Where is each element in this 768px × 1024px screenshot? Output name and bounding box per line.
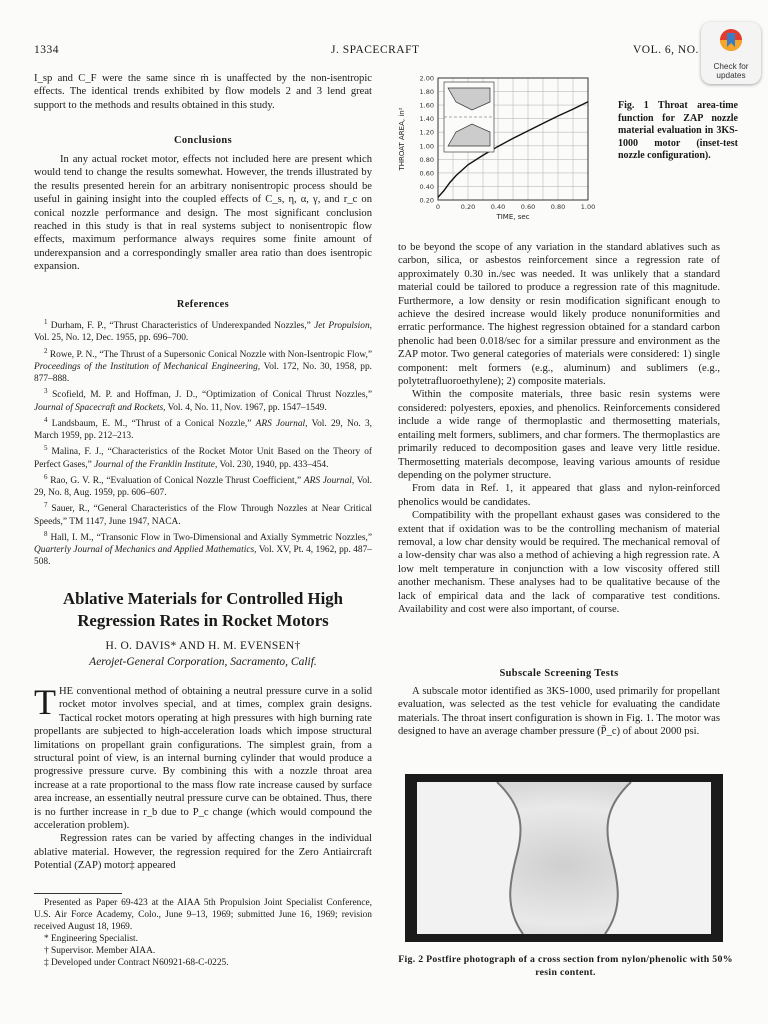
affiliation: Aerojet-General Corporation, Sacramento, Calif. [89,656,317,668]
footnote-item: † Supervisor. Member AIAA. [44,946,156,956]
reference-details: , Vol. 29, No. 8, Aug. 1959, pp. 606–607. [34,475,373,499]
reference-text: Rowe, P. N., “The Thrust of a Supersonic Conical Nozzle with Non-Isentropic Flow,” [49,349,373,360]
reference-details: , Vol. 172, No. 30, 1958, pp. 877–888. [34,361,372,385]
right-paragraph-1: to be beyond the scope of any variation in the standard ablatives such as carbon, silica, or asbestos reinforcement since a regression rate of approximately 0.30 in./sec was needed. It was unlikely that a standard material could be tailored to produce a regression rate of this magnitude. Furthermore, a low density or resin modification significant enough to achieve the desired increase would likely produce nonuniformities and erratic performance. The highest regression obtained for a standard carbon phenolic had been 0.018/sec for a similar pressure and environment as the ZAP motor. Two general categories of materials were considered: 1) single component: melt formers (e.g., aluminum) and sublimers (e.g., polytetrafluoroethylene); 2) composite materials. [398,242,720,388]
reference-source: ARS Journal [255,418,306,429]
y-tick-label: 1.80 [419,88,434,97]
reference-source: Journal of the Franklin Institute [94,459,215,470]
reference-source: Journal of Spacecraft and Rockets [34,402,164,413]
left-column-intro [34,72,372,112]
badge-label-line2: updates [716,71,746,80]
footnotes [34,897,372,969]
right-paragraph-5: A subscale motor identified as 3KS-1000, used primarily for propellant evaluation, was selected as the test vehicle for evaluating the candidate materials. The throat insert configuration is shown in Fig. 1. The motor was designed to have an average chamber pressure (P̄_c) of about 2000 psi. [398,686,720,738]
right-paragraph-2: Within the composite materials, three basic resin systems were considered: polyesters, epoxies, and phenolics. Reinforcements considered include a wide range of thermoplastic and thermosetting materials, entailing melt formers, sublimers, and char formers. The thermoplastics are primarily reduced to decomposition gases and leave very little residue. Thermosetting materials decompose, leaving various amounts of residue depending on the polymer structure. [398,389,720,481]
article-title [34,588,372,632]
reference-details: , Vol. 25, No. 12, Dec. 1955, pp. 696–700. [34,321,372,344]
reference-item [34,442,372,471]
reference-number: 6 [44,472,48,481]
bookmark-icon [718,27,744,57]
x-tick-label: 0.40 [490,203,506,211]
reference-source: Jet Propulsion [314,321,370,332]
nozzle-cross-section-image [405,774,723,942]
x-tick-label: 1.00 [580,203,596,211]
reference-source: Quarterly Journal of Mechanics and Applied Mathematics [34,545,255,556]
reference-item [34,385,372,414]
badge-label-line1: Check for [713,62,749,71]
reference-number: 2 [44,346,48,355]
figure-1-chart [392,72,610,230]
reference-source: ARS Journal [303,475,352,486]
reference-number: 8 [44,529,48,538]
reference-text: Malina, F. J., “Characteristics of the Rocket Motor Unit Based on the Theory of Perfect Gases,” [34,447,372,470]
y-tick-label: 1.00 [419,142,434,151]
y-tick-label: 1.40 [419,115,434,124]
x-tick-label: 0.20 [460,203,476,211]
references-heading: References [176,299,230,310]
reference-source: Proceedings of the Institution of Mechanical Engineering [34,361,258,372]
journal-name: J. SPACECRAFT [331,44,420,56]
intro-paragraph: I_sp and C_F were the same since ṁ is unaffected by the non-isentropic effects. The identical trends exhibited by flow models 2 and 3 lend great support to the methods and results obtained in this study. [34,73,372,111]
authors: H. O. DAVIS* AND H. M. EVENSEN† [105,640,301,652]
reference-details: , Vol. 230, 1940, pp. 433–454. [214,459,329,470]
y-tick-label: 0.40 [419,182,434,191]
figure-2-photo [405,774,723,942]
conclusions-heading: Conclusions [173,135,233,146]
body-paragraph-1: HE conventional method of obtaining a neutral pressure curve in a solid rocket motor involves special, and at times, complex grain designs. Tactical rocket motors operating at high pressures with high burning rate propellants are subjected to high-acceleration loads which impose structural limitations on propellant grain configurations. The simplest grain, from a structural point of view, is an internal burning cylinder that would produce a progressive pressure curve. By combining this with a nozzle throat area increase at a rate proportional to the mass flow rate increase caused by surface area increase, an essentially neutral pressure curve can be obtained. Thus, there is no further increase in r_b due to P_c change (which would compound the acceleration problem). [34,686,372,832]
y-tick-label: 1.20 [419,128,434,137]
x-tick-label: 0.80 [550,203,566,211]
y-tick-label: 0.80 [419,155,434,164]
reference-number: 5 [44,444,48,453]
page-number: 1334 [34,44,59,56]
right-paragraph-4: Compatibility with the propellant exhaust gases was considered to the extent that if oxidation was to be the controlling mechanism of material removal, a low char density would be required. The mechanical removal of a low-density char was also a method of achieving a high regression rate. A low melt temperature in conjunction with a low viscosity offered still another mechanism. These analyses had to be qualitative because of the lack of empirical data and the lack of comparative test conditions. Availability and cost were also important, of course. [398,510,720,615]
reference-number: 4 [44,415,48,424]
y-tick-label: 2.00 [419,74,434,83]
reference-text: Sauer, R., “General Characteristics of the Flow Through Nozzles at Near Critical Speeds,” TM 1147, June 1947, NACA. [34,504,373,527]
reference-item [34,414,372,443]
reference-details: , Vol. 29, No. 3, March 1959, pp. 212–213. [34,418,373,442]
check-for-updates-badge[interactable] [701,22,761,84]
y-tick-label: 0.60 [419,169,434,178]
reference-item [34,471,372,500]
reference-number: 3 [44,387,48,396]
reference-number: 1 [44,318,48,326]
reference-text: Hall, I. M., “Transonic Flow in Two-Dimensional and Axially Symmetric Nozzles,” [50,533,372,544]
reference-item [34,345,372,386]
reference-item [34,499,372,528]
figure-2-caption: Fig. 2 Postfire photograph of a cross section from nylon/phenolic with 50% resin content. [398,954,733,978]
x-tick-label: 0.60 [520,203,536,211]
right-column-body [398,241,720,616]
reference-details: , Vol. XV, Pt. 4, 1962, pp. 487–508. [34,545,372,568]
article-body-left [34,682,372,873]
reference-text: Landsbaum, E. M., “Thrust of a Conical Nozzle,” [51,418,256,429]
reference-text: Rao, G. V. R., “Evaluation of Conical Nozzle Thrust Coefficient,” [50,475,304,486]
right-paragraph-3: From data in Ref. 1, it appeared that glass and nylon-reinforced phenolics would be candidates. [398,483,720,508]
y-axis-label: THROAT AREA, in² [398,107,406,171]
reference-text: Durham, F. P., “Thrust Characteristics of Underexpanded Nozzles,” [50,321,315,332]
figure-1-caption: Fig. 1 Throat area-time function for ZAP nozzle material evaluation in 3KS-1000 motor (inset-test nozzle configuration). [618,100,738,162]
footnote-item: * Engineering Specialist. [44,934,138,944]
y-tick-label: 1.60 [419,101,434,110]
reference-list [34,316,372,569]
article-title-line2: Regression Rates in Rocket Motors [77,611,329,630]
x-axis-label: TIME, sec [496,213,530,221]
footnote-rule [34,893,122,894]
subscale-heading: Subscale Screening Tests [499,668,619,679]
y-tick-label: 0.20 [419,196,434,205]
reference-text: Scofield, M. P. and Hoffman, J. D., “Optimization of Conical Thrust Nozzles,” [52,390,372,401]
footnote-item: Presented as Paper 69-423 at the AIAA 5th Propulsion Joint Specialist Conference, U.S. Air Force Academy, Colo., June 9–13, 1969; submitted June 16, 1969; revision received August 18, 1969. [34,898,372,932]
reference-item [34,316,372,345]
footnote-item: ‡ Developed under Contract N60921-68-C-0225. [44,958,229,968]
article-title-line1: Ablative Materials for Controlled High [63,589,343,608]
reference-details: , Vol. 4, No. 11, Nov. 1967, pp. 1547–1549. [163,402,327,413]
reference-number: 7 [44,501,48,510]
body-paragraph-2: Regression rates can be varied by affecting changes in the individual ablative material. However, the regression required for the Zero Antiaircraft Potential (ZAP) motor‡ appeared [34,833,372,872]
x-tick-label: 0 [435,203,441,211]
volume-info: VOL. 6, NO. [633,44,699,56]
conclusions-paragraph: In any actual rocket motor, effects not included here are present which would tend to change the results somewhat. However, the trends illustrated by the results presented herein for an arbitrary nonisentropic process should be useful in gaining insight into the coupled effects of C_s, η, α, γ, and r_c on conical nozzle performance and design. The most significant conclusion reached in this study is that in real systems subject to nonisentropic flow effects, maximum performance always requires some finite amount of underexpansion and a correspondingly smaller area ratio than does isentropic expansion. [34,154,372,273]
reference-item [34,528,372,569]
drop-cap: T [34,682,56,722]
